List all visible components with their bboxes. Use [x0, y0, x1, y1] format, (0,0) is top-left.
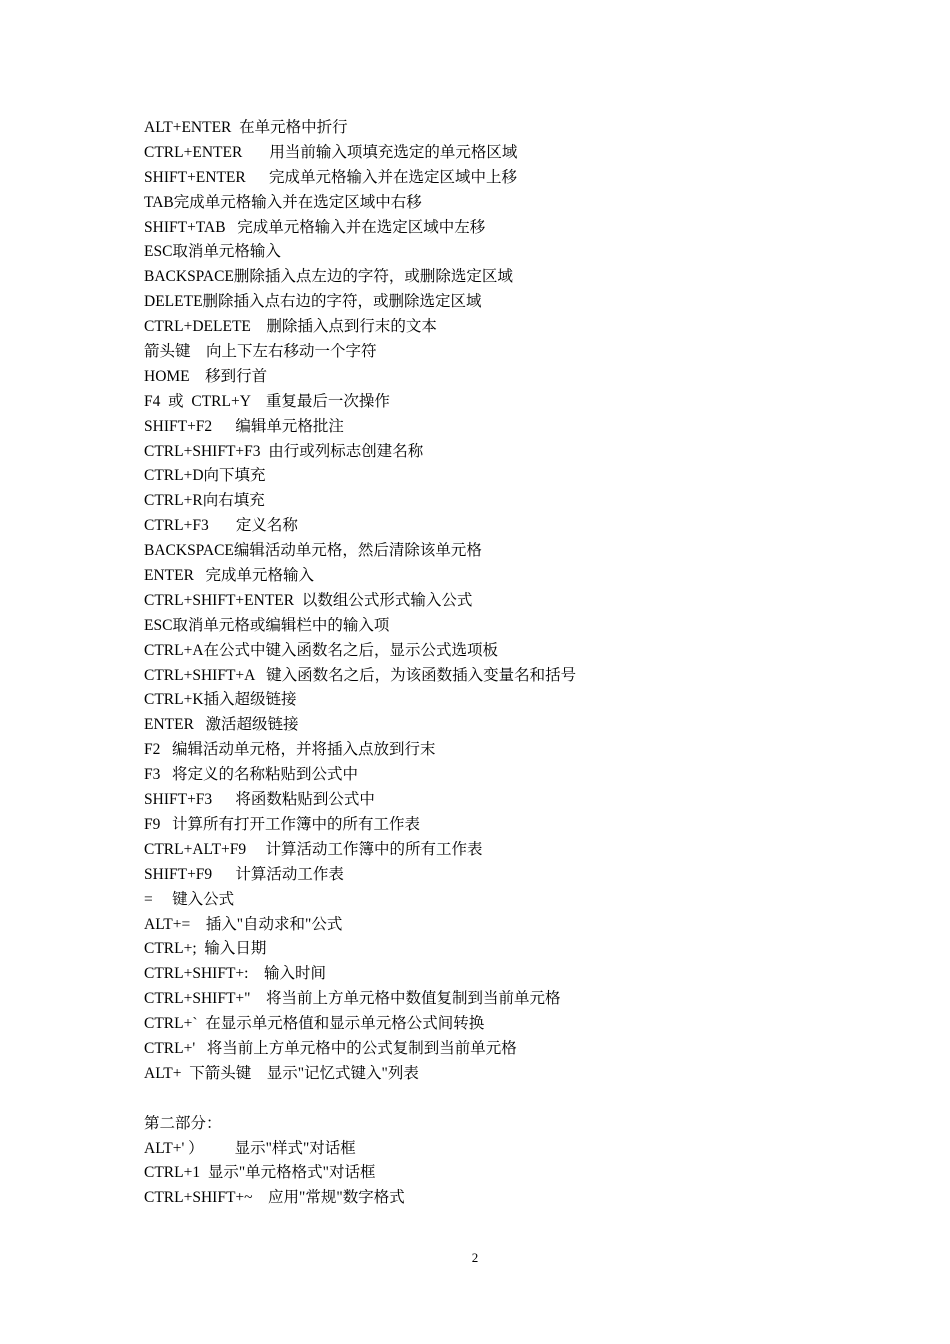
shortcut-line: DELETE删除插入点右边的字符，或删除选定区域 [144, 293, 482, 311]
shortcut-line: CTRL+ENTER 用当前输入项填充选定的单元格区域 [144, 143, 518, 161]
shortcut-line: CTRL+R向右填充 [144, 492, 265, 510]
shortcut-line: HOME 移到行首 [144, 367, 268, 385]
shortcut-line: CTRL+SHIFT+ENTER 以数组公式形式输入公式 [144, 591, 473, 609]
page-number: 2 [471, 1250, 479, 1265]
shortcut-line: ESC取消单元格输入 [144, 243, 281, 261]
shortcut-line: ALT+ 下箭头键 显示"记忆式键入"列表 [144, 1064, 419, 1082]
shortcut-line: SHIFT+TAB 完成单元格输入并在选定区域中左移 [144, 218, 486, 236]
shortcut-line: F9 计算所有打开工作簿中的所有工作表 [144, 815, 420, 833]
shortcut-line: CTRL+DELETE 删除插入点到行末的文本 [144, 318, 437, 336]
shortcut-line: SHIFT+F2 编辑单元格批注 [144, 417, 344, 435]
shortcut-line: 箭头键 向上下左右移动一个字符 [144, 343, 377, 361]
shortcut-line: CTRL+ALT+F9 计算活动工作簿中的所有工作表 [144, 840, 483, 858]
shortcut-line: F4 或 CTRL+Y 重复最后一次操作 [144, 392, 390, 410]
shortcut-line: BACKSPACE删除插入点左边的字符，或删除选定区域 [144, 268, 513, 286]
shortcut-line: CTRL+SHIFT+A 键入函数名之后，为该函数插入变量名和括号 [144, 666, 577, 684]
shortcut-line: CTRL+` 在显示单元格值和显示单元格公式间转换 [144, 1015, 485, 1033]
shortcut-line: CTRL+SHIFT+: 输入时间 [144, 965, 326, 983]
shortcut-line: F2 编辑活动单元格，并将插入点放到行末 [144, 741, 436, 759]
shortcut-line: BACKSPACE编辑活动单元格，然后清除该单元格 [144, 542, 482, 560]
shortcut-line: ALT+ENTER 在单元格中折行 [144, 119, 348, 136]
shortcut-line: SHIFT+ENTER 完成单元格输入并在选定区域中上移 [144, 168, 517, 186]
shortcut-line: F3 将定义的名称粘贴到公式中 [144, 766, 358, 784]
shortcut-line: CTRL+A在公式中键入函数名之后，显示公式选项板 [144, 641, 499, 659]
shortcut-line: ENTER 激活超级链接 [144, 716, 299, 734]
shortcut-line: CTRL+D向下填充 [144, 467, 266, 485]
shortcut-line: = 键入公式 [144, 890, 235, 908]
shortcut-line: CTRL+SHIFT+" 将当前上方单元格中数值复制到当前单元格 [144, 990, 561, 1008]
shortcut-line: TAB完成单元格输入并在选定区域中右移 [144, 193, 422, 211]
shortcut-line: SHIFT+F9 计算活动工作表 [144, 865, 344, 883]
section-heading: 第二部分： [144, 1114, 222, 1132]
shortcut-line: CTRL+SHIFT+F3 由行或列标志创建名称 [144, 442, 424, 460]
shortcut-line: SHIFT+F3 将函数粘贴到公式中 [144, 791, 375, 809]
shortcut-line: ESC取消单元格或编辑栏中的输入项 [144, 616, 390, 634]
shortcut-line: CTRL+; 输入日期 [144, 940, 267, 958]
blank-line [144, 1087, 844, 1112]
shortcut-line: CTRL+F3 定义名称 [144, 517, 298, 535]
shortcut-line: CTRL+K插入超级链接 [144, 691, 297, 709]
shortcut-line: ALT+' ） 显示"样式"对话框 [144, 1139, 356, 1157]
shortcut-line: CTRL+' 将当前上方单元格中的公式复制到当前单元格 [144, 1039, 517, 1057]
shortcut-line: ENTER 完成单元格输入 [144, 567, 315, 585]
shortcut-line: CTRL+SHIFT+~ 应用"常规"数字格式 [144, 1189, 405, 1207]
shortcut-line: ALT+= 插入"自动求和"公式 [144, 915, 343, 933]
shortcut-line: CTRL+1 显示"单元格格式"对话框 [144, 1164, 376, 1182]
shortcut-list [144, 116, 844, 1211]
